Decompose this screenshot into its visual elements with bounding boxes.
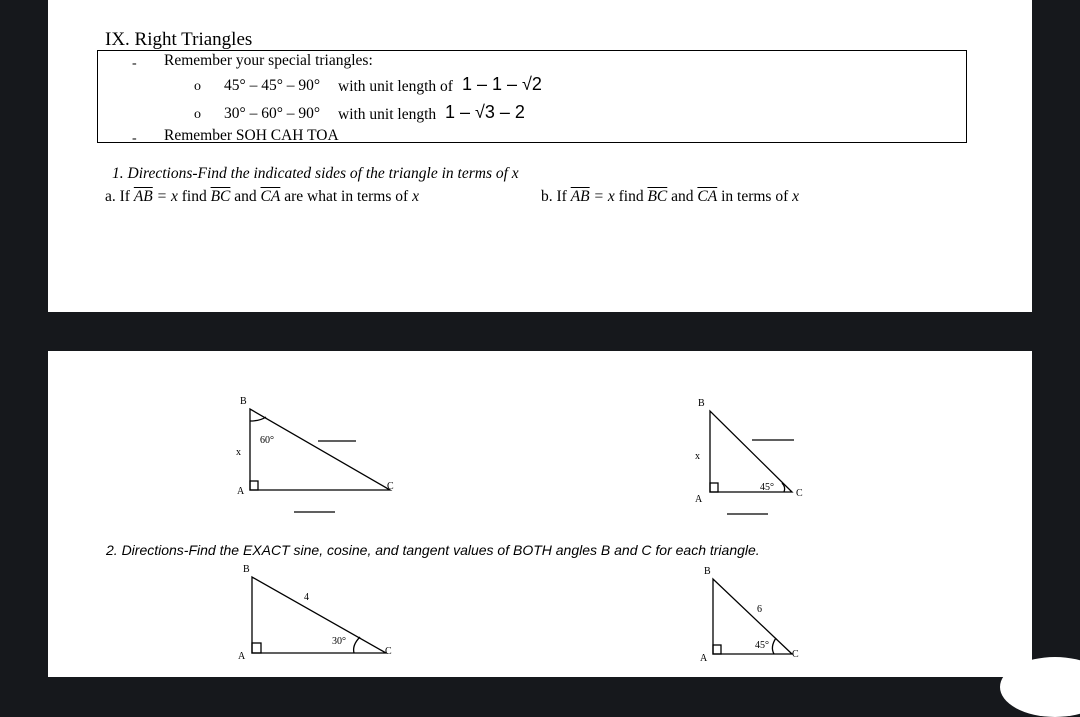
dash-bullet: - [132,131,137,146]
vertex-a: A [695,494,703,505]
p1a-prefix: a. If [105,188,130,205]
problem1-directions: 1. Directions-Find the indicated sides of the triangle in terms of x [112,165,519,182]
segment-ab: $\overline{AB}$ [133,188,153,205]
right-angle-marker [710,483,718,492]
triangle-45-outline [710,411,792,492]
p1a-var: x [412,188,419,205]
p1a-eq: = x [156,188,178,205]
problem2-directions: 2. Directions-Find the EXACT sine, cosine, and tangent values of BOTH angles B and C for each triangle. [106,542,760,558]
triangle-60-outline [250,409,390,490]
problem1a-question [105,188,419,206]
hypotenuse-label: 4 [304,592,309,603]
angle-label-30: 30° [332,636,346,647]
side-x-label: x [236,447,241,458]
unit-length-text-2: with unit length [338,106,437,123]
circle-bullet: o [194,107,201,122]
vertex-c: C [385,646,392,657]
angle-arc-45b [772,638,776,654]
worksheet-page-2 [48,351,1032,677]
p1b-var: x [792,188,800,205]
sohcahtoa-reminder: Remember SOH CAH TOA [164,127,339,144]
right-angle-marker [713,645,721,654]
vertex-c: C [796,488,803,499]
p1a-and: and [234,188,257,205]
segment-ab: $\overline{AB}$ [570,188,590,205]
p1a-find: find [181,188,207,205]
problem1b-question [541,188,799,206]
vertex-c: C [792,649,799,660]
p1b-and: and [671,188,694,205]
triangle-45b-outline [713,579,792,654]
angle-label-45b: 45° [755,640,769,651]
right-angle-marker [252,643,261,653]
segment-ca: $\overline{CA}$ [260,188,281,205]
segment-bc: $\overline{BC}$ [647,188,668,205]
p1b-suffix: in terms of [721,188,789,205]
vertex-a: A [238,651,246,662]
special-triangles-intro: Remember your special triangles: [164,52,373,69]
angle-label-45: 45° [760,482,774,493]
segment-bc: $\overline{BC}$ [210,188,231,205]
ratio-45-45-90: 1 – 1 – √2 [462,74,542,94]
dash-bullet: - [132,56,137,71]
ratio-30-60-90: 1 – √3 – 2 [445,102,525,122]
p1b-eq: = x [593,188,615,205]
p1b-prefix: b. If [541,188,567,205]
vertex-a: A [237,486,245,497]
hypotenuse-label: 6 [757,604,762,615]
vertex-c: C [387,481,394,492]
worksheet-page-1 [48,0,1032,312]
unit-length-text-1: with unit length of [338,78,453,95]
section-title: IX. Right Triangles [105,29,253,50]
right-angle-marker [250,481,258,490]
angle-arc-30 [354,637,360,653]
p1a-suffix: are what in terms of [284,188,409,205]
angle-label-60: 60° [260,435,274,446]
angles-45-45-90: 45° – 45° – 90° [224,77,321,94]
segment-ca: $\overline{CA}$ [697,188,718,205]
vertex-b: B [243,564,250,575]
triangle-figures [48,351,1032,677]
triangle-30-outline [252,577,386,653]
circle-bullet: o [194,79,201,94]
vertex-b: B [240,396,247,407]
vertex-a: A [700,653,708,664]
vertex-b: B [704,566,711,577]
vertex-b: B [698,398,705,409]
angles-30-60-90: 30° – 60° – 90° [224,105,321,122]
p1b-find: find [618,188,644,205]
side-x-label: x [695,451,700,462]
